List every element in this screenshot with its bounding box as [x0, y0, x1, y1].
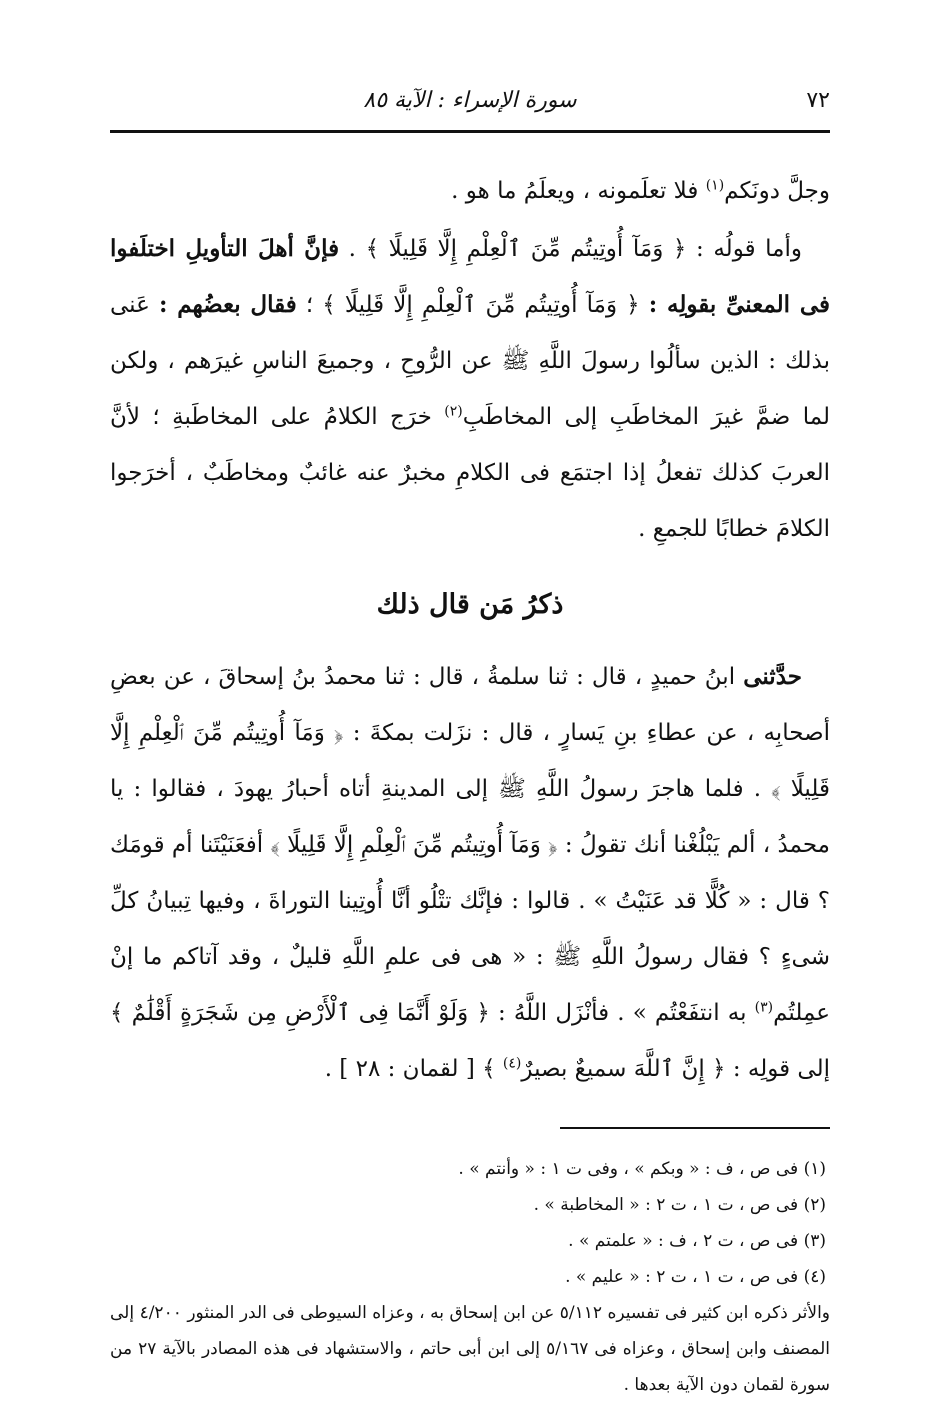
paragraph-3	[110, 649, 830, 1097]
p2-f: خرَج الكلامُ على المخاطَبةِ ؛ لأنَّ العربَ كذلك تفعلُ إذا اجتمَع فى الكلامِ مخبرٌ عنه غائبٌ ومخاطَبٌ ، أخرَجوا الكلامَ خطابًا للجمعِ .	[110, 404, 830, 542]
footnote-ref-3: (٣)	[754, 999, 774, 1016]
p3-lead-bold: حدَّثنى	[743, 663, 802, 690]
footnotes	[110, 1151, 830, 1403]
footnote-1: (١) فى ص ، ف : « وبكم » ، وفى ت ١ : « وأنتم » .	[458, 1159, 826, 1179]
section-heading: ذكرُ مَن قال ذلك	[376, 589, 564, 620]
footnote-4: (٤) فى ص ، ت ١ ، ت ٢ : « عليم » .	[565, 1267, 826, 1287]
header-rule	[110, 130, 830, 133]
footnote-ref-2: (٢)	[444, 403, 463, 420]
footnote-ref-4: (٤)	[502, 1055, 522, 1072]
p2-c: ﴿ وَمَآ أُوتِيتُم مِّنَ ٱلْعِلْمِ إِلَّا قَلِيلًا ﴾ ؛	[296, 292, 649, 318]
p2-d-bold: فقال بعضُهم :	[158, 291, 297, 318]
footnote-note: والأثر ذكره ابن كثير فى تفسيره ٥/١١٢ عن ابن إسحاق به ، وعزاه السيوطى فى الدر المنثور ٤/٢٠٠ إلى المصنف وابن إسحاق ، وعزاه فى ٥/١٦٧ إلى ابن أبى حاتم ، والاستشهاد فى هذه المصادر بالآية ٢٧ من سورة لقمان دون الآية بعدها .	[110, 1303, 831, 1395]
p2-a: وأما قولُه : ﴿ وَمَآ أُوتِيتُم مِّنَ ٱلْعِلْمِ إِلَّا قَلِيلًا ﴾ .	[339, 236, 802, 262]
p1-text: وجلَّ دونَكم	[724, 178, 830, 204]
footnote-rule	[560, 1127, 830, 1129]
paragraph-2	[110, 221, 830, 557]
running-head	[110, 84, 830, 124]
p3-a: ابنُ حميدٍ ، قال : ثنا سلمةُ ، قال : ثنا محمدُ بنُ إسحاقَ ، عن بعضِ أصحابِه ، عن عطاءِ بنِ يَسارٍ ، قال : نزَلت بمكةَ : ﴿ وَمَآ أُوتِيتُم مِّنَ ٱلْعِلْمِ إِلَّا قَلِيلًا ﴾ . فلما هاجرَ رسولُ اللَّهِ ﷺ إلى المدينةِ أتاه أحبارُ يهودَ ، فقالوا : يا محمدُ ، ألم يَبْلُغْنا أنك تقولُ : ﴿ وَمَآ أُوتِيتُم مِّنَ ٱلْعِلْمِ إِلَّا قَلِيلًا ﴾ أفعَنَيْتَنا أم قومَك ؟ قال : « كُلًّا قد عَنَيْتُ » . قالوا : فإنَّك تتْلُو أنَّا أُوتِينا التوراةَ ، وفيها تِبيانُ كلِّ شىءٍ ؟ فقال رسولُ اللَّهِ ﷺ : « هى فى علمِ اللَّهِ قليلٌ ، وقد آتاكم ما إنْ عمِلتُم	[110, 664, 830, 1026]
paragraph-1	[110, 163, 830, 219]
p1-text2: فلا تعلَمونه ، ويعلَمُ ما هو .	[451, 178, 706, 204]
book-page	[110, 84, 830, 1403]
footnote-3: (٣) فى ص ، ت ٢ ، ف : « علمتم » .	[568, 1231, 826, 1251]
p2-b-bold: فإنَّ أهلَ التأويلِ اختلَفوا فى المعنىِّ بقولِه :	[110, 235, 830, 318]
p3-c: ﴾ [ لقمان : ٢٨ ] .	[324, 1056, 503, 1082]
footnote-2: (٢) فى ص ، ت ١ ، ت ٢ : « المخاطبة » .	[533, 1195, 826, 1215]
main-text	[110, 163, 830, 1097]
p3-b: به انتفَعْتُم » . فأنْزَل اللَّهُ : ﴿ وَلَوْ أَنَّمَا فِى ٱلْأَرْضِ مِن شَجَرَةٍ أَقْلَٰمٌ ﴾ إلى قولِه : ﴿ إِنَّ ٱللَّهَ سميعٌ بصيرٌ	[110, 1000, 830, 1082]
page-number: ٧٢	[806, 88, 830, 113]
footnote-ref-1: (١)	[705, 177, 725, 194]
header-title: سورة الإسراء : الآية ٨٥	[363, 88, 577, 113]
p2-e: عَنى بذلك : الذين سألُوا رسولَ اللَّهِ ﷺ عن الرُّوحِ ، وجميعَ الناسِ غيرَهم ، ولكن لما ضمَّ غيرَ المخاطَبِ إلى المخاطَبِ	[110, 292, 831, 430]
